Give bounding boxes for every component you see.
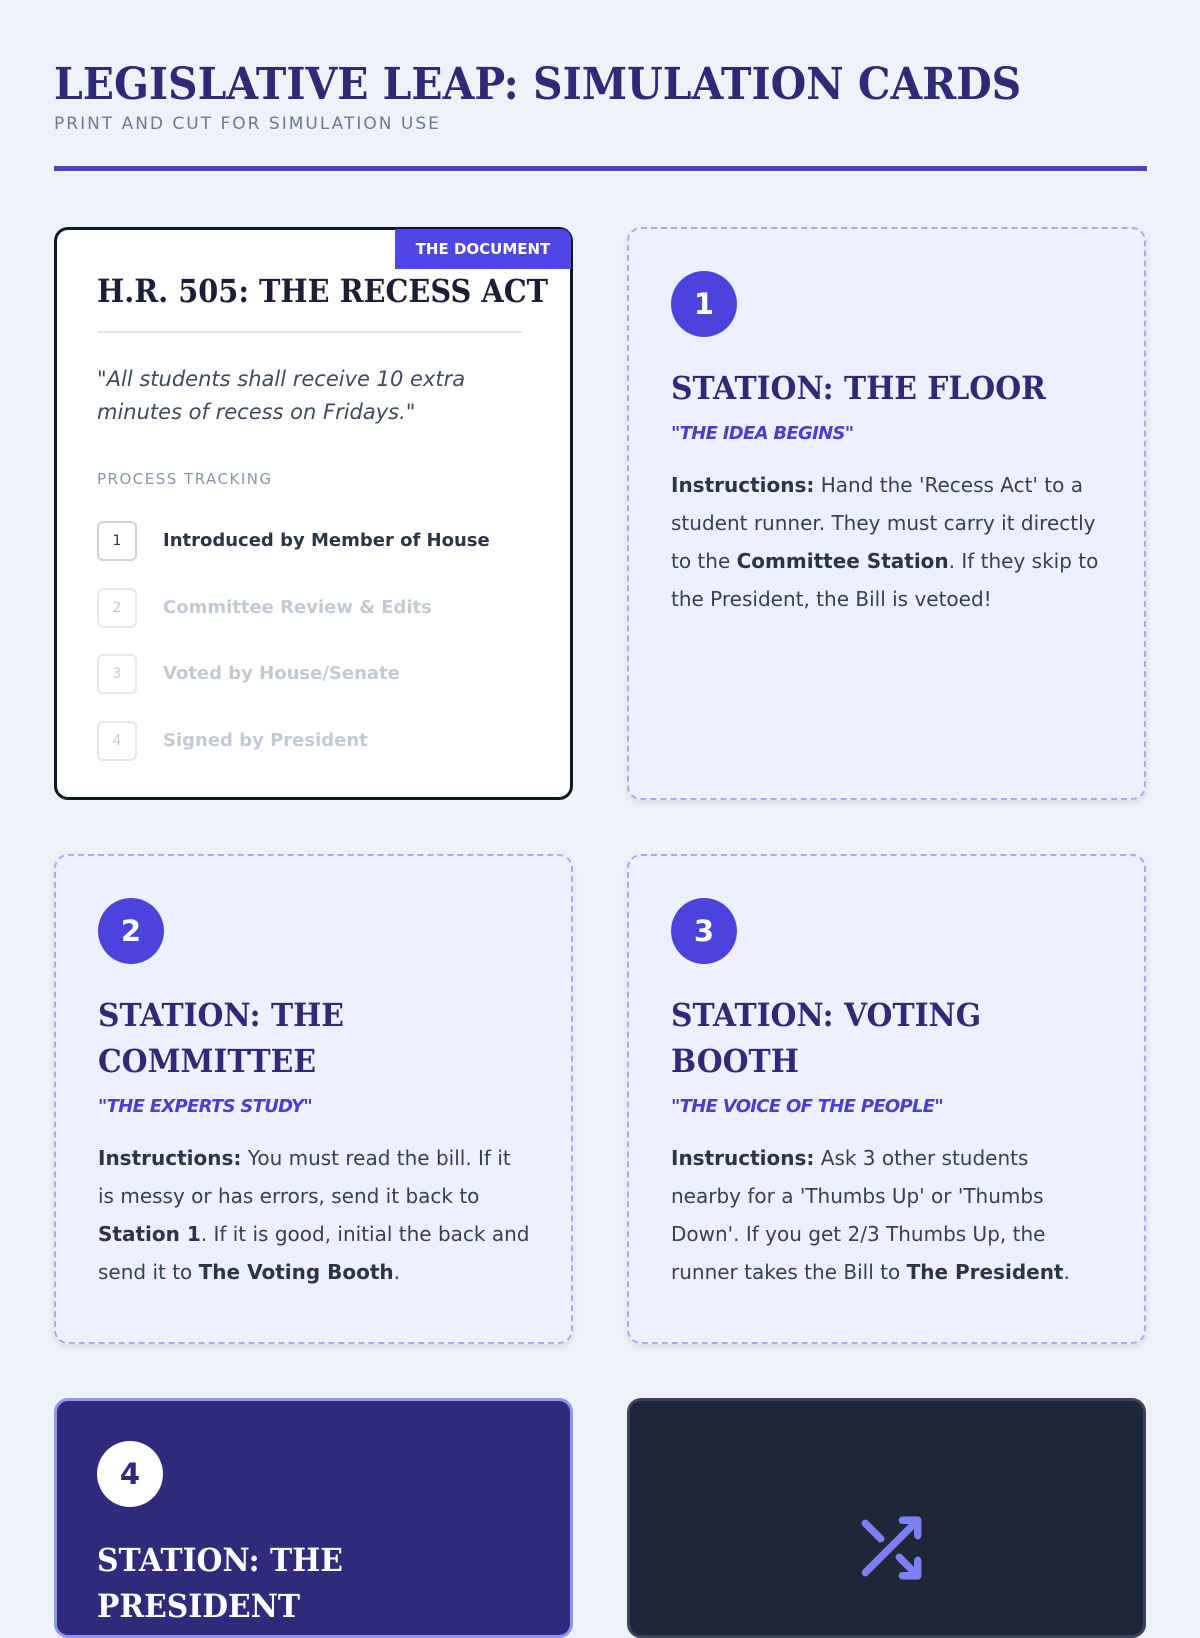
process-tracking-label: PROCESS TRACKING: [97, 470, 273, 488]
station-number-badge: 3: [671, 898, 737, 964]
document-card: [54, 227, 573, 800]
station-subtitle: "THE EXPERTS STUDY": [98, 1096, 313, 1117]
page-title: LEGISLATIVE LEAP: SIMULATION CARDS: [54, 59, 1022, 110]
bill-title: H.R. 505: THE RECESS ACT: [97, 272, 549, 310]
bill-quote: "All students shall receive 10 extra minutes of recess on Fridays.": [97, 367, 466, 424]
station-card-voting-booth: [627, 854, 1146, 1344]
station-card-floor: [627, 227, 1146, 800]
shuffle-icon: [853, 1511, 927, 1585]
step-checkbox[interactable]: 4: [97, 721, 137, 761]
station-card-committee: [54, 854, 573, 1344]
station-instructions: Instructions: Ask 3 other students nearby for a 'Thumbs Up' or 'Thumbs Down'. If you get 2/3 Thumbs Up, the runner takes the Bill to The President.: [671, 1146, 1070, 1284]
station-card-president: [54, 1398, 573, 1638]
station-subtitle: "THE VOICE OF THE PEOPLE": [671, 1096, 944, 1117]
header-divider: [54, 166, 1147, 171]
station-title: STATION: THE COMMITTEE: [98, 996, 344, 1080]
station-subtitle: "THE IDEA BEGINS": [671, 423, 854, 444]
step-label: Committee Review & Edits: [163, 597, 432, 618]
step-checkbox[interactable]: 1: [97, 521, 137, 561]
station-instructions: Instructions: Hand the 'Recess Act' to a student runner. They must carry it directly to the Committee Station. If they skip to the President, the Bill is vetoed!: [671, 473, 1099, 611]
document-tag: THE DOCUMENT: [395, 229, 571, 269]
shuffle-card: [627, 1398, 1146, 1638]
station-number-badge: 4: [97, 1441, 163, 1507]
step-checkbox[interactable]: 2: [97, 588, 137, 628]
step-label: Signed by President: [163, 730, 368, 751]
station-title: STATION: THE FLOOR: [671, 369, 1046, 407]
step-label: Introduced by Member of House: [163, 530, 490, 551]
page-header: [54, 58, 1147, 134]
station-number-badge: 2: [98, 898, 164, 964]
station-title: STATION: THE PRESIDENT: [97, 1541, 343, 1625]
station-instructions: Instructions: You must read the bill. If it is messy or has errors, send it back to Station 1. If it is good, initial the back and send it to The Voting Booth.: [98, 1146, 530, 1284]
station-title: STATION: VOTING BOOTH: [671, 996, 982, 1080]
station-number-badge: 1: [671, 271, 737, 337]
page-subtitle: PRINT AND CUT FOR SIMULATION USE: [54, 114, 441, 134]
document-divider: [97, 331, 522, 333]
step-label: Voted by House/Senate: [163, 663, 400, 684]
step-checkbox[interactable]: 3: [97, 654, 137, 694]
